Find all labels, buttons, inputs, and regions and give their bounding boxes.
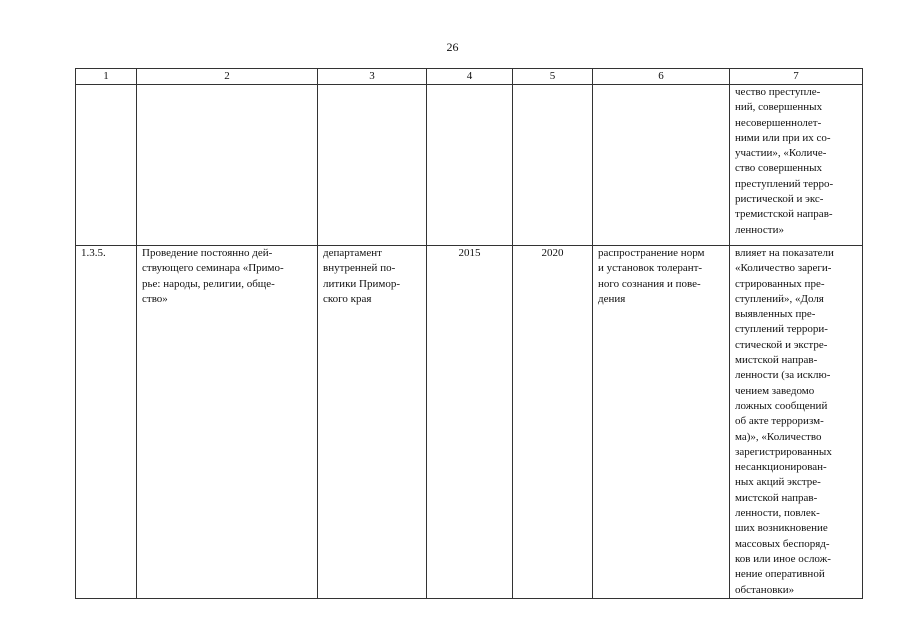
column-number-3: 3 [318, 69, 427, 85]
cell-empty [318, 85, 427, 246]
cell-empty [513, 85, 593, 246]
end-year-cell: 2020 [513, 246, 593, 599]
cell-empty [427, 85, 513, 246]
column-number-4: 4 [427, 69, 513, 85]
cell-empty [76, 85, 137, 246]
cell-empty [137, 85, 318, 246]
column-number-1: 1 [76, 69, 137, 85]
activity-name-cell: Проведение постоянно дей- ствующего семинара «Примо- рье: народы, религии, обще- ство» [137, 246, 318, 599]
table-row [76, 246, 863, 599]
column-number-6: 6 [593, 69, 730, 85]
start-year-cell: 2015 [427, 246, 513, 599]
executor-cell: департамент внутренней по- литики Примор- ского края [318, 246, 427, 599]
item-number-cell: 1.3.5. [76, 246, 137, 599]
indicator-impact-cell: влияет на показатели «Количество зареги- стрированных пре- ступлений», «Доля выявленных пре- ступлений террори- стической и экстре- мистской направ- ленности (за исклю- чением заведомо ложных сообщений об акте терроризм- ма)», «Количество зарегистрированных несанкционирован- ных акций экстре- мистской направ- ленности, повлек- ших возникновение массовых беспоряд- ков или иное ослож- нение оперативной обстановки» [730, 246, 863, 599]
column-number-7: 7 [730, 69, 863, 85]
column-number-row [76, 69, 863, 85]
column-number-5: 5 [513, 69, 593, 85]
column-number-2: 2 [137, 69, 318, 85]
page-number: 26 [446, 40, 459, 54]
table-row [76, 85, 863, 246]
indicator-impact-cell: чество преступле- ний, совершенных несовершеннолет- ними или при их со- участии», «Количе- ство совершенных преступлений терро- ристической и экс- тремистской направ- ленности» [730, 85, 863, 246]
program-table [75, 68, 863, 599]
expected-result-cell: распространение норм и установок толерант- ного сознания и пове- дения [593, 246, 730, 599]
cell-empty [593, 85, 730, 246]
